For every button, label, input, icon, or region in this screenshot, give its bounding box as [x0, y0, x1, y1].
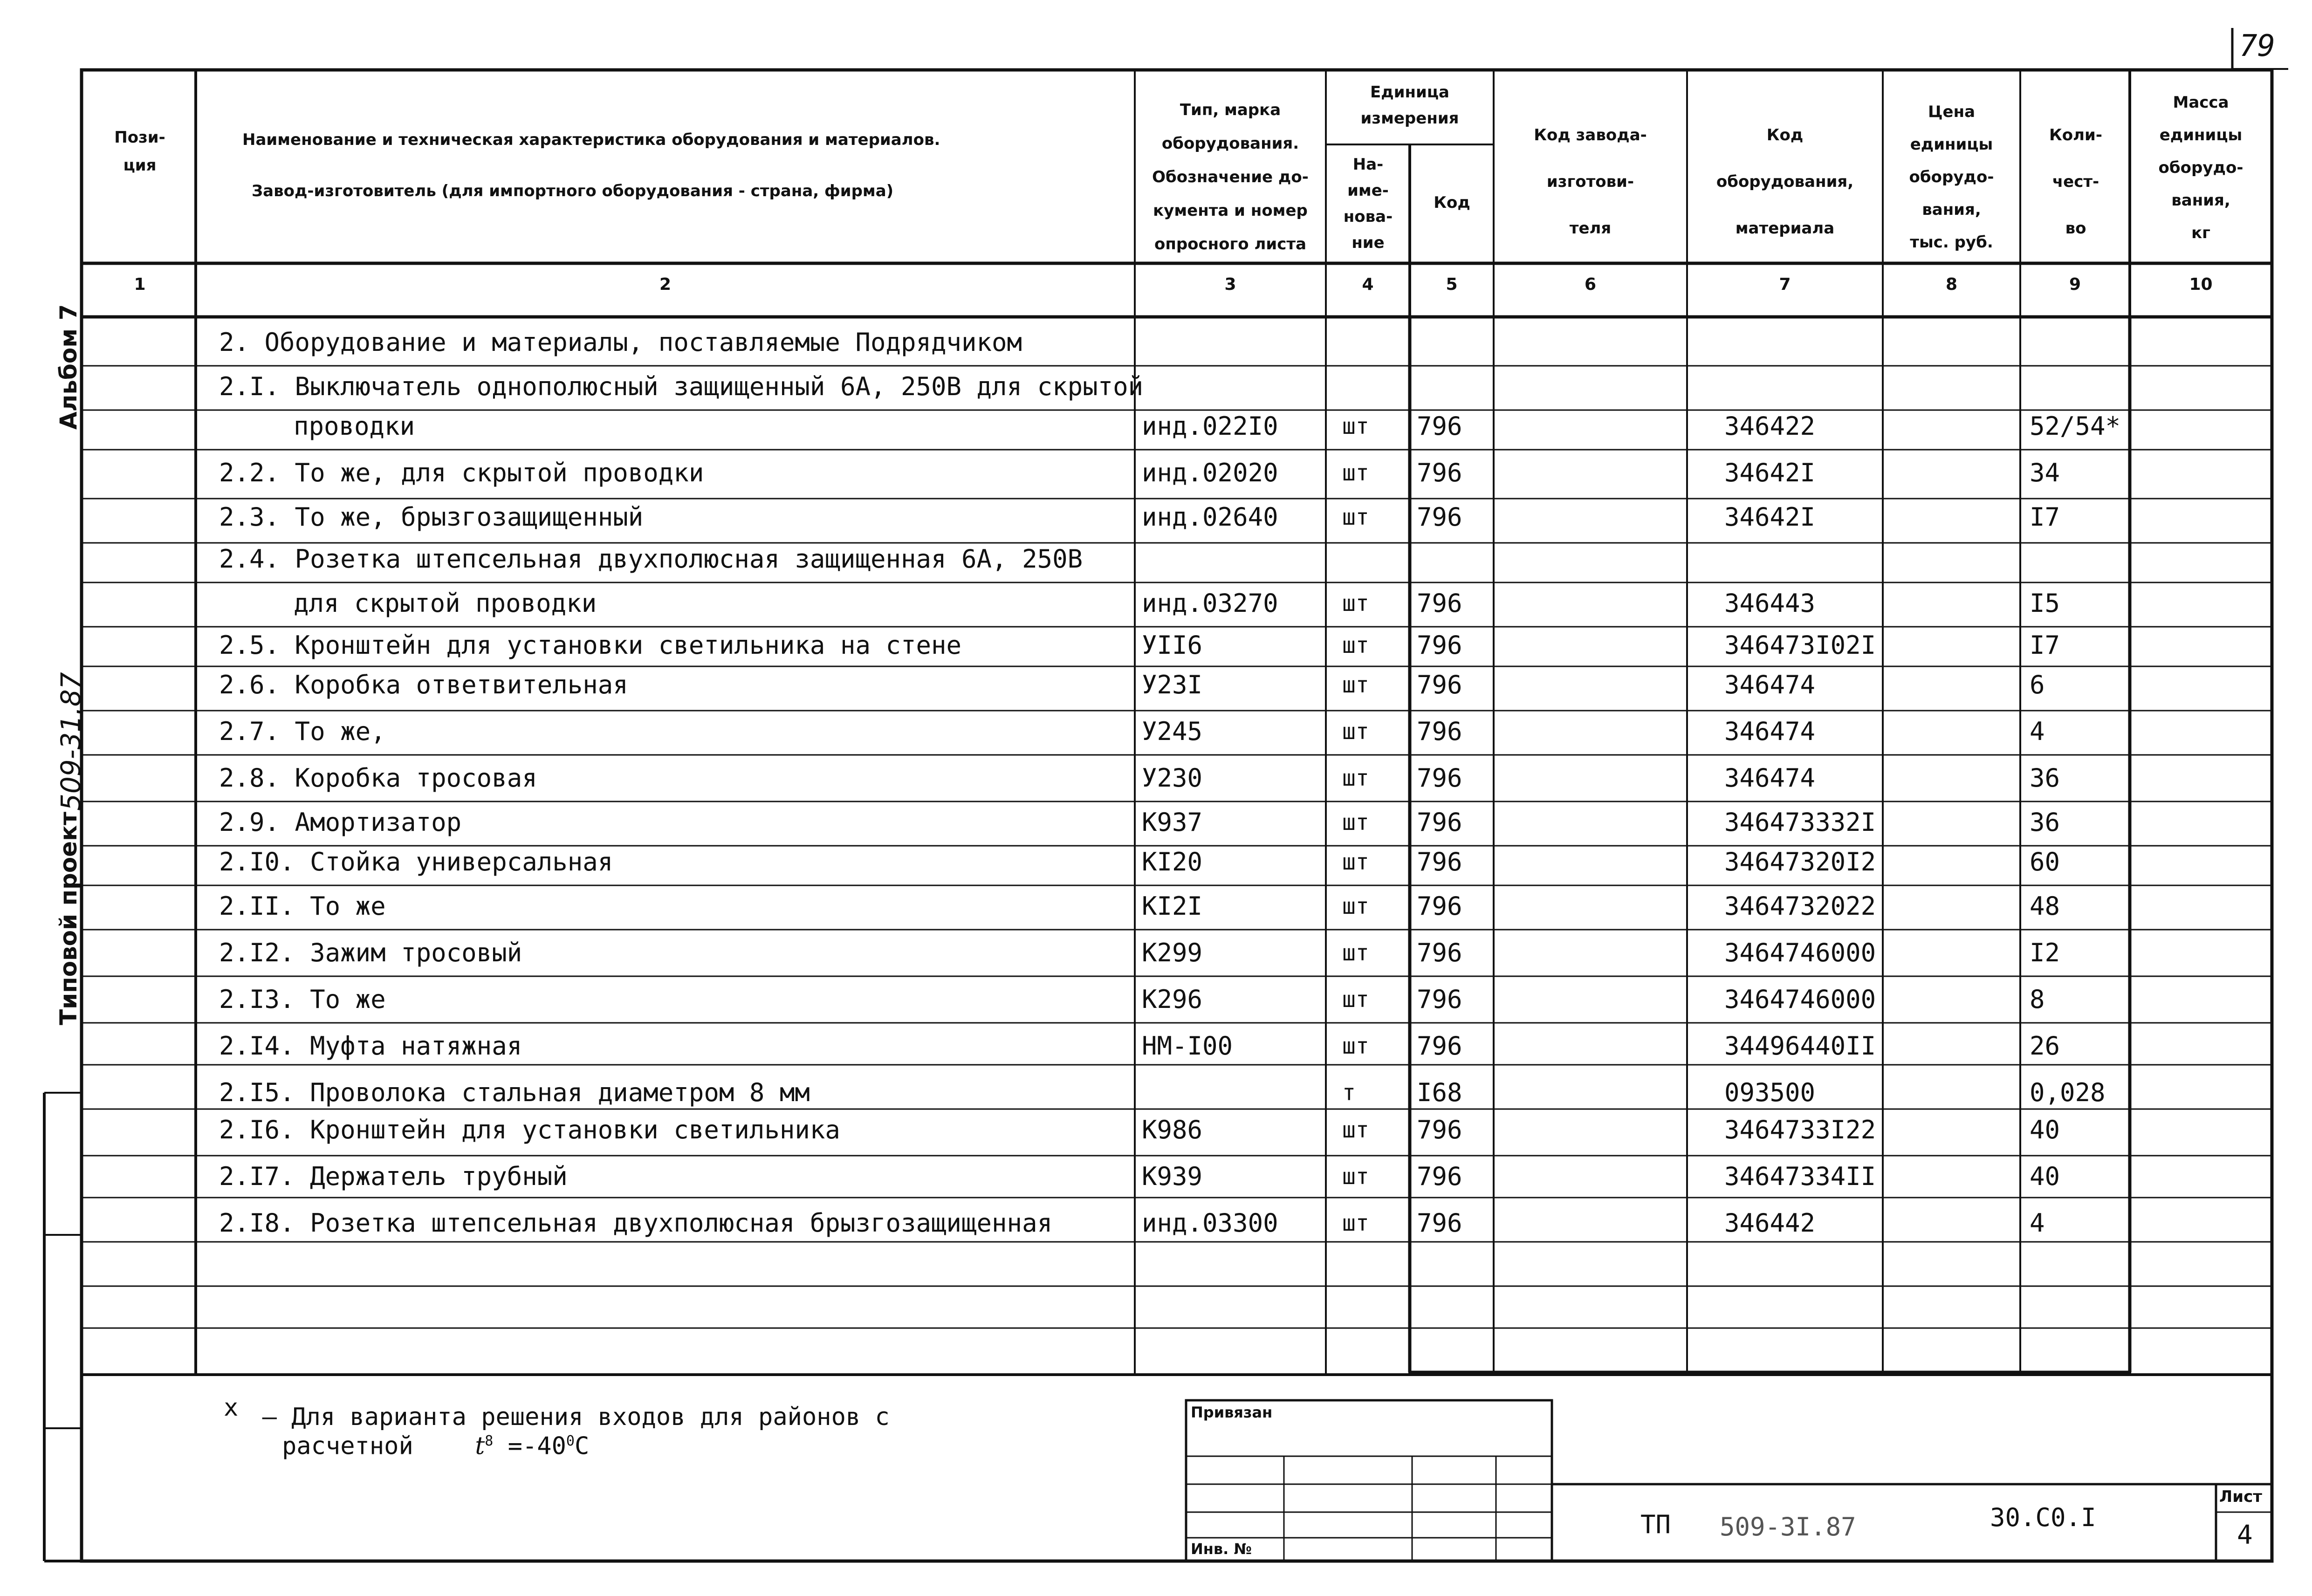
row-unit: шт	[1342, 460, 1369, 486]
header-maker-code: Код завода- изготови- теля	[1534, 126, 1647, 238]
row-name: 2.II. То же	[219, 891, 386, 921]
row-type: КI20	[1142, 847, 1203, 877]
row-equipment-code: 3464746000	[1724, 985, 1876, 1014]
row-unit: шт	[1342, 940, 1369, 966]
row-type: У245	[1142, 717, 1203, 746]
row-equipment-code: 346473I02I	[1724, 630, 1876, 660]
row-unit: шт	[1342, 590, 1369, 616]
row-name: 2.4. Розетка штепсельная двухполюсная защищенная 6А, 250В	[219, 544, 1083, 574]
row-unit: шт	[1342, 672, 1369, 698]
row-equipment-code: 34647334II	[1724, 1162, 1876, 1191]
row-type: инд.022I0	[1142, 411, 1278, 441]
row-unit-code: I68	[1417, 1078, 1462, 1107]
row-unit-code: 796	[1417, 717, 1462, 746]
row-type: К986	[1142, 1115, 1203, 1144]
row-quantity: 34	[2030, 458, 2060, 487]
column-number: 5	[1446, 275, 1458, 294]
row-equipment-code: 34642I	[1724, 502, 1816, 532]
row-unit: шт	[1342, 809, 1369, 836]
stamp-inv: Инв. №	[1191, 1540, 1252, 1558]
row-type: У23I	[1142, 670, 1203, 699]
row-name: проводки	[294, 411, 415, 441]
row-quantity: 36	[2030, 808, 2060, 837]
row-equipment-code: 346443	[1724, 589, 1816, 618]
row-equipment-code: 34642I	[1724, 458, 1816, 487]
header-position: Пози- ция	[114, 128, 165, 175]
row-type: К299	[1142, 938, 1203, 967]
row-quantity: 52/54*	[2030, 411, 2121, 441]
side-album: Альбом 7	[55, 304, 82, 430]
page-number: 79	[2239, 29, 2276, 63]
row-equipment-code: 34647320I2	[1724, 847, 1876, 877]
column-number: 3	[1224, 275, 1236, 294]
row-quantity: 26	[2030, 1031, 2060, 1061]
footnote	[224, 1394, 890, 1460]
row-name: 2. Оборудование и материалы, поставляемые Подрядчиком	[219, 328, 1022, 357]
row-quantity: 6	[2030, 670, 2045, 699]
row-unit-code: 796	[1417, 502, 1462, 532]
footnote-line1: – Для варианта решения входов для районов с	[262, 1403, 890, 1431]
row-quantity: I5	[2030, 589, 2060, 618]
header-price: Цена единицы оборудо- вания, тыс. руб.	[1909, 103, 1994, 252]
row-equipment-code: 093500	[1724, 1078, 1816, 1107]
row-quantity: 4	[2030, 717, 2045, 746]
column-number: 6	[1584, 275, 1597, 294]
row-equipment-code: 346442	[1724, 1208, 1816, 1238]
column-number: 7	[1779, 275, 1791, 294]
footnote-mark: x	[224, 1394, 239, 1422]
row-type: инд.03300	[1142, 1208, 1278, 1238]
column-number: 9	[2069, 275, 2081, 294]
row-unit: шт	[1342, 1117, 1369, 1143]
row-quantity: 40	[2030, 1115, 2060, 1144]
header-equipment-code: Код оборудования, материала	[1716, 126, 1854, 238]
row-quantity: 0,028	[2030, 1078, 2106, 1107]
row-name: 2.I. Выключатель однополюсный защищенный 6А, 250В для скрытой	[219, 372, 1144, 401]
row-name: 2.I3. То же	[219, 985, 386, 1014]
stamp-tp-number: 509-3I.87	[1720, 1512, 1856, 1541]
row-unit: шт	[1342, 632, 1369, 658]
row-unit: шт	[1342, 893, 1369, 919]
row-name: 2.3. То же, брызгозащищенный	[219, 502, 644, 532]
footnote-temp-unit: С	[574, 1432, 590, 1460]
footnote-temp-symbol: t	[475, 1432, 485, 1460]
row-unit: т	[1342, 1080, 1356, 1106]
footnote-line2: расчетной	[282, 1432, 413, 1460]
row-name: 2.I0. Стойка универсальная	[219, 847, 613, 877]
row-type: инд.02020	[1142, 458, 1278, 487]
row-name: для скрытой проводки	[294, 589, 597, 618]
header-unit-code: Код	[1434, 193, 1470, 212]
row-name: 2.I5. Проволока стальная диаметром 8 мм	[219, 1078, 810, 1107]
row-quantity: 36	[2030, 763, 2060, 793]
row-type: УII6	[1142, 630, 1203, 660]
row-equipment-code: 346474	[1724, 670, 1816, 699]
row-unit-code: 796	[1417, 808, 1462, 837]
row-unit-code: 796	[1417, 1208, 1462, 1238]
row-equipment-code: 3464746000	[1724, 938, 1876, 967]
column-number: 2	[659, 275, 672, 294]
row-unit-code: 796	[1417, 938, 1462, 967]
stamp-sheet-label: Лист	[2219, 1487, 2262, 1506]
column-numbers-row	[0, 275, 2312, 303]
stamp-bound: Привязан	[1191, 1404, 1273, 1421]
row-type: У230	[1142, 763, 1203, 793]
row-unit-code: 796	[1417, 630, 1462, 660]
row-quantity: I2	[2030, 938, 2060, 967]
side-project-code: 509-31.87	[55, 672, 87, 811]
row-equipment-code: 34496440II	[1724, 1031, 1876, 1061]
column-number: 4	[1362, 275, 1374, 294]
header-mass: Масса единицы оборудо- вания, кг	[2158, 93, 2243, 242]
footnote-temp-sup: 8	[485, 1433, 494, 1449]
row-name: 2.6. Коробка ответвительная	[219, 670, 628, 699]
row-name: 2.9. Амортизатор	[219, 808, 462, 837]
stamp-doc-code: 30.С0.I	[1990, 1503, 2096, 1532]
row-quantity: I7	[2030, 630, 2060, 660]
row-quantity: 40	[2030, 1162, 2060, 1191]
column-number: 1	[134, 275, 146, 294]
row-unit-code: 796	[1417, 985, 1462, 1014]
footnote-temp-deg: 0	[566, 1433, 575, 1449]
row-name: 2.I2. Зажим тросовый	[219, 938, 522, 967]
row-type: инд.03270	[1142, 589, 1278, 618]
row-unit-code: 796	[1417, 670, 1462, 699]
row-unit: шт	[1342, 849, 1369, 875]
row-type: инд.02640	[1142, 502, 1278, 532]
stamp-tp-label: ТП	[1640, 1510, 1671, 1539]
row-quantity: I7	[2030, 502, 2060, 532]
row-unit: шт	[1342, 1033, 1369, 1059]
header-name: Наименование и техническая характеристика оборудования и материалов. Завод-изготовитель (для импортного оборудования - страна, фирма)	[242, 130, 940, 200]
row-quantity: 4	[2030, 1208, 2045, 1238]
row-type: К939	[1142, 1162, 1203, 1191]
row-equipment-code: 346474	[1724, 717, 1816, 746]
row-quantity: 48	[2030, 891, 2060, 921]
row-unit-code: 796	[1417, 589, 1462, 618]
row-unit-code: 796	[1417, 411, 1462, 441]
header-unit-name: На- име- нова- ние	[1343, 155, 1393, 252]
side-project: Типовой проект	[55, 812, 82, 1025]
row-unit-code: 796	[1417, 1115, 1462, 1144]
column-number: 8	[1945, 275, 1958, 294]
row-unit: шт	[1342, 986, 1369, 1013]
row-type: К937	[1142, 808, 1203, 837]
row-name: 2.I4. Муфта натяжная	[219, 1031, 522, 1061]
row-unit-code: 796	[1417, 891, 1462, 921]
stamp-sheet-number: 4	[2237, 1520, 2253, 1550]
row-name: 2.I6. Кронштейн для установки светильника	[219, 1115, 840, 1144]
row-unit-code: 796	[1417, 458, 1462, 487]
row-unit-code: 796	[1417, 847, 1462, 877]
row-unit-code: 796	[1417, 763, 1462, 793]
row-name: 2.8. Коробка тросовая	[219, 763, 537, 793]
row-equipment-code: 346473332I	[1724, 808, 1876, 837]
row-unit-code: 796	[1417, 1162, 1462, 1191]
header-type: Тип, марка оборудования. Обозначение до- кумента и номер опросного листа	[1152, 101, 1309, 253]
row-equipment-code: 346422	[1724, 411, 1816, 441]
header-unit-group: Единица измерения	[1360, 83, 1459, 128]
row-type: КI2I	[1142, 891, 1203, 921]
row-type: К296	[1142, 985, 1203, 1014]
row-quantity: 8	[2030, 985, 2045, 1014]
row-name: 2.7. То же,	[219, 717, 386, 746]
row-unit: шт	[1342, 719, 1369, 745]
row-type: НМ-I00	[1142, 1031, 1233, 1061]
column-number: 10	[2189, 275, 2213, 294]
row-name: 2.I8. Розетка штепсельная двухполюсная брызгозащищенная	[219, 1208, 1053, 1238]
footnote-temp-value: =-40	[508, 1432, 566, 1460]
row-equipment-code: 346474	[1724, 763, 1816, 793]
row-unit: шт	[1342, 1210, 1369, 1236]
row-unit-code: 796	[1417, 1031, 1462, 1061]
header-quantity: Коли- чест- во	[2049, 126, 2102, 238]
row-name: 2.2. То же, для скрытой проводки	[219, 458, 704, 487]
row-equipment-code: 3464733I22	[1724, 1115, 1876, 1144]
row-equipment-code: 3464732022	[1724, 891, 1876, 921]
row-unit: шт	[1342, 413, 1369, 439]
row-name: 2.I7. Держатель трубный	[219, 1162, 568, 1191]
row-unit: шт	[1342, 1164, 1369, 1190]
row-unit: шт	[1342, 504, 1369, 530]
row-quantity: 60	[2030, 847, 2060, 877]
row-name: 2.5. Кронштейн для установки светильника на стене	[219, 630, 962, 660]
row-unit: шт	[1342, 765, 1369, 791]
